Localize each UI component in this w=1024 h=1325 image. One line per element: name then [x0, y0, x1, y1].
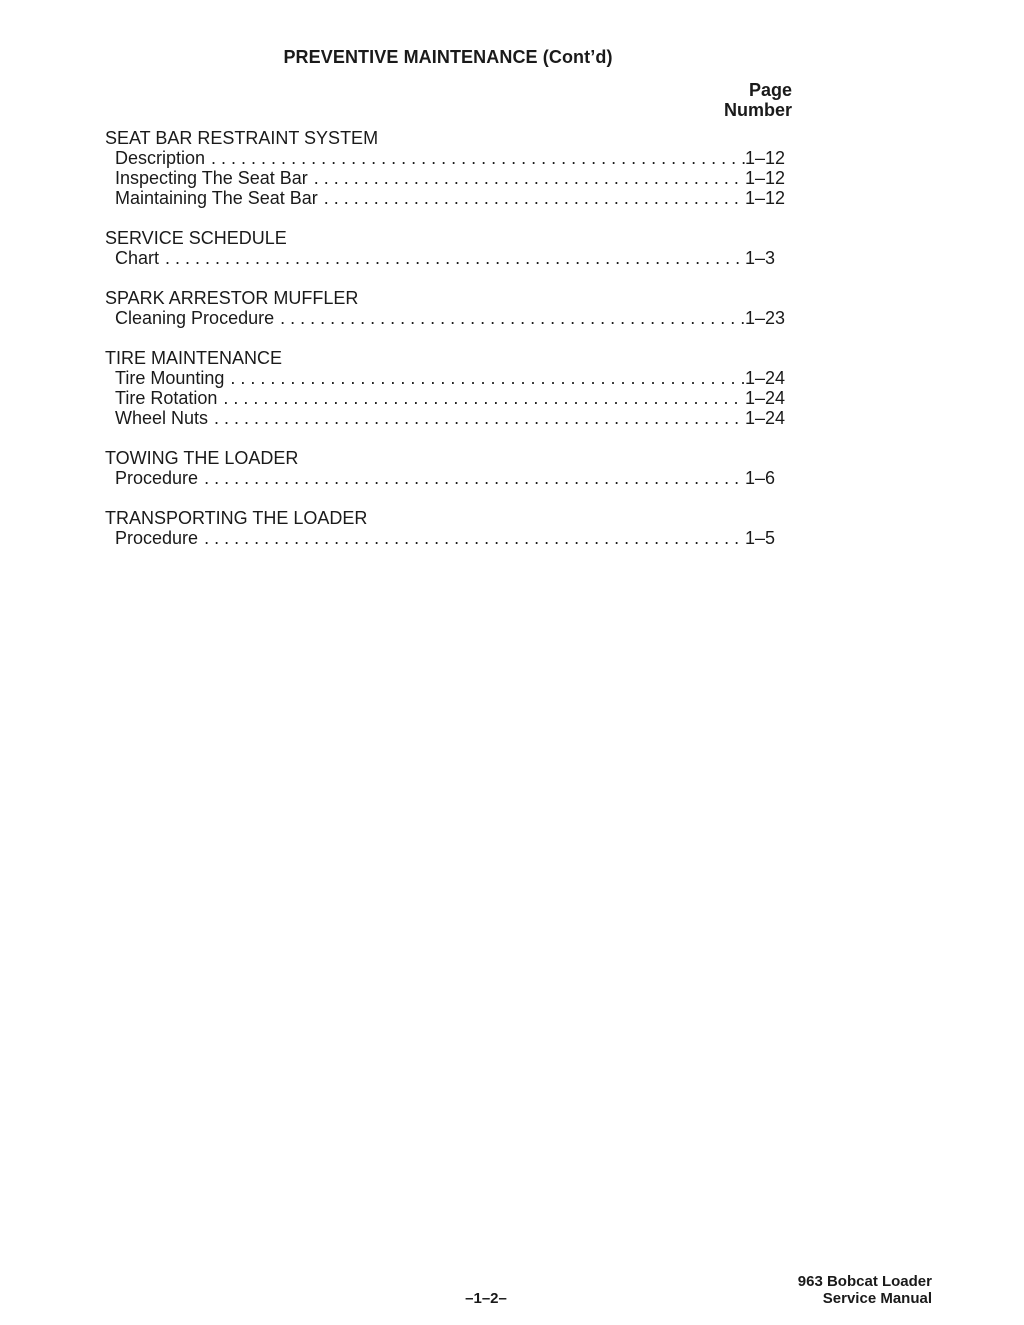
dot-leader — [223, 388, 745, 408]
section-title: SPARK ARRESTOR MUFFLER — [105, 288, 359, 308]
toc-entry[interactable] — [105, 528, 795, 548]
entry-page-number: 1–3 — [745, 248, 776, 268]
toc-section-transporting — [105, 508, 795, 548]
footer-manual-line2: Service Manual — [822, 1290, 932, 1307]
section-title: TRANSPORTING THE LOADER — [105, 508, 368, 528]
toc-section-towing — [105, 448, 795, 488]
entry-page-number: 1–24 — [745, 388, 786, 408]
dot-leader — [204, 468, 745, 488]
toc-section-service-schedule — [105, 228, 795, 268]
section-title: SERVICE SCHEDULE — [105, 228, 287, 248]
dot-leader — [165, 248, 745, 268]
entry-label: Inspecting The Seat Bar — [115, 168, 308, 188]
entry-label: Procedure — [115, 468, 199, 488]
entry-page-number: 1–12 — [745, 188, 786, 208]
toc-section-seat-bar — [105, 128, 795, 208]
entry-page-number: 1–6 — [745, 468, 776, 488]
entry-label: Wheel Nuts — [115, 408, 209, 428]
page-title: PREVENTIVE MAINTENANCE (Cont’d) — [283, 47, 613, 67]
entry-label: Tire Rotation — [115, 388, 218, 408]
toc-entry[interactable] — [105, 248, 795, 268]
toc-entry[interactable] — [105, 148, 795, 168]
entry-label: Maintaining The Seat Bar — [115, 188, 318, 208]
dot-leader — [324, 188, 745, 208]
entry-page-number: 1–12 — [745, 148, 786, 168]
footer-manual-title — [798, 1273, 932, 1307]
section-title: SEAT BAR RESTRAINT SYSTEM — [105, 128, 379, 148]
entry-page-number: 1–24 — [745, 408, 786, 428]
entry-label: Chart — [115, 248, 160, 268]
entry-label: Cleaning Procedure — [115, 308, 275, 328]
entry-label: Procedure — [115, 528, 199, 548]
dot-leader — [214, 408, 745, 428]
section-title: TOWING THE LOADER — [105, 448, 299, 468]
column-heading-page: Page — [748, 80, 792, 100]
toc-entry[interactable] — [105, 188, 795, 208]
entry-page-number: 1–12 — [745, 168, 786, 188]
table-of-contents — [105, 128, 795, 568]
footer-page-number: –1–2– — [465, 1290, 507, 1307]
dot-leader — [280, 308, 745, 328]
footer-manual-line1: 963 Bobcat Loader — [797, 1273, 932, 1290]
toc-entry[interactable] — [105, 408, 795, 428]
entry-label: Tire Mounting — [115, 368, 225, 388]
column-heading-number: Number — [723, 100, 792, 120]
toc-section-tire-maintenance — [105, 348, 795, 428]
toc-entry[interactable] — [105, 368, 795, 388]
dot-leader — [314, 168, 745, 188]
dot-leader — [211, 148, 745, 168]
section-title: TIRE MAINTENANCE — [105, 348, 283, 368]
toc-entry[interactable] — [105, 168, 795, 188]
dot-leader — [230, 368, 745, 388]
entry-page-number: 1–24 — [745, 368, 786, 388]
page-number-column-heading — [724, 80, 792, 120]
toc-entry[interactable] — [105, 468, 795, 488]
toc-section-spark-arrestor — [105, 288, 795, 328]
entry-label: Description — [115, 148, 206, 168]
dot-leader — [204, 528, 745, 548]
toc-entry[interactable] — [105, 308, 795, 328]
entry-page-number: 1–5 — [745, 528, 776, 548]
toc-entry[interactable] — [105, 388, 795, 408]
entry-page-number: 1–23 — [745, 308, 786, 328]
